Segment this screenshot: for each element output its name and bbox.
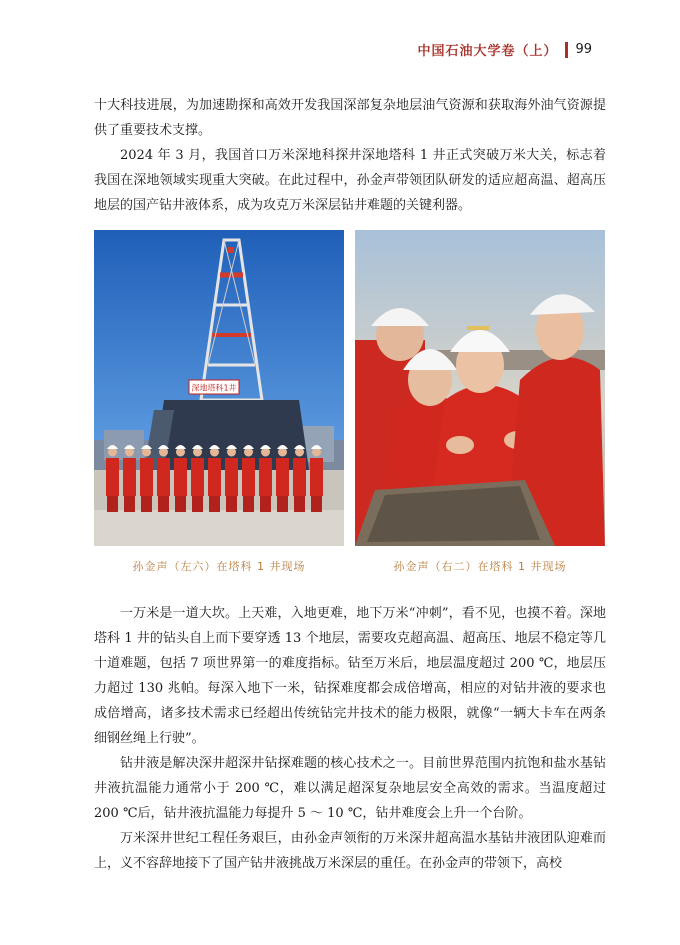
book-title: 中国石油大学卷（上）	[417, 44, 558, 59]
rig-team-image	[94, 230, 344, 546]
photo-caption-1: 孙金声（左六）在塔科 1 井现场	[132, 560, 306, 573]
sample-inspection-image	[355, 230, 605, 546]
rig-sign-text: 深地塔科1井	[191, 383, 237, 393]
paragraph-2: 2024 年 3 月，我国首口万米深地科探井深地塔科 1 井正式突破万米大关，标志着我国在深地领域实现重大突破。在此过程中，孙金声带领团队研发的适应超高温、超高压地层的国产钻井液体系，成为攻克万米深层钻井难题的关键利器。	[94, 148, 606, 213]
photo-rig-team	[94, 230, 344, 546]
header-divider	[565, 42, 568, 58]
running-header	[417, 40, 592, 59]
paragraph-4: 钻井液是解决深井超深井钻探难题的核心技术之一。目前世界范围内抗饱和盐水基钻井液抗温能力通常小于 200 ℃，难以满足超深复杂地层安全高效的需求。当温度超过 200 ℃后，钻井液抗温能力每提升 5 ～ 10 ℃，钻井难度会上升一个台阶。	[94, 756, 606, 821]
photo-caption-2: 孙金声（右二）在塔科 1 井现场	[393, 560, 567, 573]
photo-sample-inspection	[355, 230, 605, 546]
paragraph-1: 十大科技进展，为加速勘探和高效开发我国深部复杂地层油气资源和获取海外油气资源提供了重要技术支撑。	[94, 98, 606, 138]
page-number: 99	[575, 42, 592, 57]
paragraph-5: 万米深井世纪工程任务艰巨，由孙金声领衔的万米深井超高温水基钻井液团队迎难而上，义不容辞地接下了国产钻井液挑战万米深层的重任。在孙金声的带领下，高校	[94, 831, 606, 871]
paragraph-3: 一万米是一道大坎。上天难，入地更难，地下万米“冲刺”，看不见，也摸不着。深地塔科 1 井的钻头自上而下要穿透 13 个地层，需要攻克超高温、超高压、地层不稳定等几十道难题，包括 7 项世界第一的难度指标。钻至万米后，地层温度超过 200 ℃，地层压力超过 130 兆帕。每深入地下一米，钻探难度都会成倍增高，相应的对钻井液的要求也成倍增高，诸多技术需求已经超出传统钻完井技术的能力极限，就像“一辆大卡车在两条细钢丝绳上行驶”。	[94, 606, 606, 746]
